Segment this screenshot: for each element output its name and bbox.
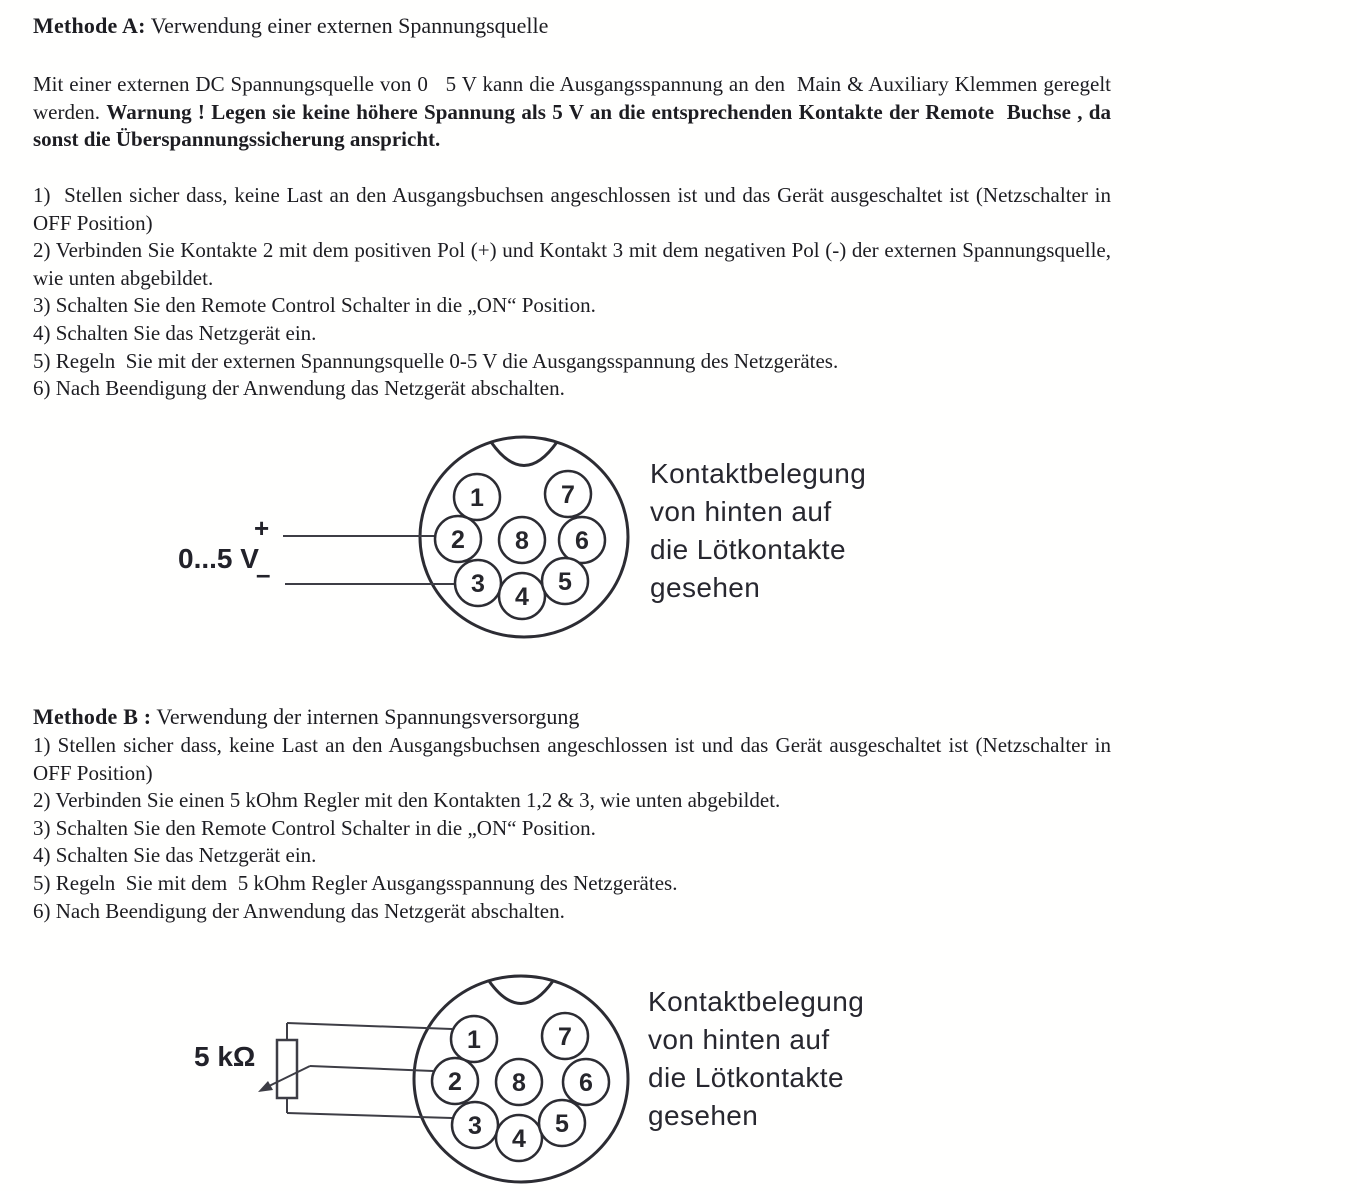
pin-4: [499, 573, 545, 619]
pin-8: [496, 1059, 542, 1105]
pin-number-label: 1: [467, 1026, 481, 1054]
methode-b-heading: [33, 704, 1113, 730]
pin-number-label: 7: [558, 1023, 572, 1051]
diagram-b-caption: [648, 983, 864, 1135]
pin-number-label: 8: [512, 1069, 526, 1097]
pin-6: [559, 517, 605, 563]
pin-1: [451, 1016, 497, 1062]
pin-5: [539, 1100, 585, 1146]
pin-number-label: 2: [448, 1068, 462, 1096]
pin-number-label: 3: [471, 570, 485, 598]
pin-number-label: 8: [515, 527, 529, 555]
pin-5: [542, 558, 588, 604]
methode-b-steps: [33, 732, 1111, 925]
pin-8: [499, 517, 545, 563]
voltage-source-label: 0...5 V: [178, 543, 259, 574]
methode-a-steps: [33, 182, 1111, 403]
pin-1: [454, 474, 500, 520]
methode-a-step-6: 6) Nach Beendigung der Anwendung das Netzgerät abschalten.: [33, 376, 565, 401]
resistor-label: 5 kΩ: [194, 1041, 256, 1072]
caption-line: die Lötkontakte: [648, 1062, 844, 1093]
methode-b-step-2: 2) Verbinden Sie einen 5 kOhm Regler mit den Kontakten 1,2 & 3, wie unten abgebildet.: [33, 788, 781, 813]
pin-number-label: 5: [555, 1110, 569, 1138]
plus-sign: +: [254, 513, 270, 543]
minus-sign: –: [256, 559, 271, 589]
pin-number-label: 6: [575, 527, 589, 555]
methode-a-heading-text: Verwendung einer externen Spannungsquelle: [145, 13, 549, 38]
pin-number-label: 2: [451, 526, 465, 554]
methode-b-step-5: 5) Regeln Sie mit dem 5 kOhm Regler Ausgangsspannung des Netzgerätes.: [33, 870, 678, 895]
pin-number-label: 6: [579, 1069, 593, 1097]
pin-2: [435, 516, 481, 562]
pin-number-label: 5: [558, 568, 572, 596]
caption-line: die Lötkontakte: [650, 534, 846, 565]
methode-a-intro-paragraph: [33, 71, 1111, 154]
diagram-a-caption: [650, 455, 866, 607]
connector-diagram-methode-a: [150, 425, 670, 670]
methode-b-heading-text: Verwendung der internen Spannungsversorgung: [151, 704, 580, 729]
methode-a-step-2: 2) Verbinden Sie Kontakte 2 mit dem positiven Pol (+) und Kontakt 3 mit dem negativen Pol (-) der externen Spannungsquelle, wie unten abgebildet.: [33, 238, 1111, 290]
pin-number-label: 7: [561, 481, 575, 509]
wiper-diagonal: [267, 1066, 310, 1087]
methode-b-heading-label: Methode B :: [33, 704, 152, 729]
pin-6: [563, 1059, 609, 1105]
pin-7: [542, 1013, 588, 1059]
pin-number-label: 1: [470, 484, 484, 512]
pin-3: [452, 1102, 498, 1148]
methode-b-step-3: 3) Schalten Sie den Remote Control Schalter in die „ON“ Position.: [33, 815, 596, 840]
methode-a-step-4: 4) Schalten Sie das Netzgerät ein.: [33, 320, 317, 345]
intro-text: Mit einer externen DC Spannungsquelle von 0 5 V kann die Ausgangsspannung an den Main & Auxiliary Klemmen geregelt werden.: [33, 72, 1111, 124]
caption-line: gesehen: [648, 1100, 759, 1131]
methode-a-heading: [33, 13, 1113, 39]
methode-a-step-1: 1) Stellen sicher dass, keine Last an den Ausgangsbuchsen angeschlossen ist und das Gerät ausgeschaltet ist (Netzschalter in OFF Position): [33, 183, 1111, 235]
methode-a-step-3: 3) Schalten Sie den Remote Control Schalter in die „ON“ Position.: [33, 293, 596, 318]
connector-diagram-methode-b: [170, 950, 690, 1191]
pin-3: [455, 560, 501, 606]
caption-line: Kontaktbelegung: [650, 458, 867, 489]
potentiometer-body: [277, 1040, 297, 1098]
methode-b-step-6: 6) Nach Beendigung der Anwendung das Netzgerät abschalten.: [33, 898, 565, 923]
pin-number-label: 4: [512, 1125, 526, 1153]
wiper-arrowhead: [258, 1081, 273, 1092]
caption-line: von hinten auf: [648, 1024, 830, 1055]
pin-4: [496, 1115, 542, 1161]
methode-a-heading-label: Methode A:: [33, 13, 146, 38]
methode-a-step-5: 5) Regeln Sie mit der externen Spannungsquelle 0-5 V die Ausgangsspannung des Netzgerätes.: [33, 348, 839, 373]
warning-text: Warnung ! Legen sie keine höhere Spannung als 5 V an die entsprechenden Kontakte der Remote Buchse , da sonst die Überspannungssicherung anspricht.: [33, 99, 1111, 152]
caption-line: von hinten auf: [650, 496, 832, 527]
methode-b-step-1: 1) Stellen sicher dass, keine Last an den Ausgangsbuchsen angeschlossen ist und das Gerät ausgeschaltet ist (Netzschalter in OFF Position): [33, 733, 1111, 785]
caption-line: gesehen: [650, 572, 761, 603]
wire-to-pin-1: [287, 1023, 452, 1029]
caption-line: Kontaktbelegung: [648, 986, 865, 1017]
pin-2: [432, 1058, 478, 1104]
pin-number-label: 4: [515, 583, 529, 611]
pin-7: [545, 471, 591, 517]
pin-number-label: 3: [468, 1112, 482, 1140]
methode-b-step-4: 4) Schalten Sie das Netzgerät ein.: [33, 843, 317, 868]
